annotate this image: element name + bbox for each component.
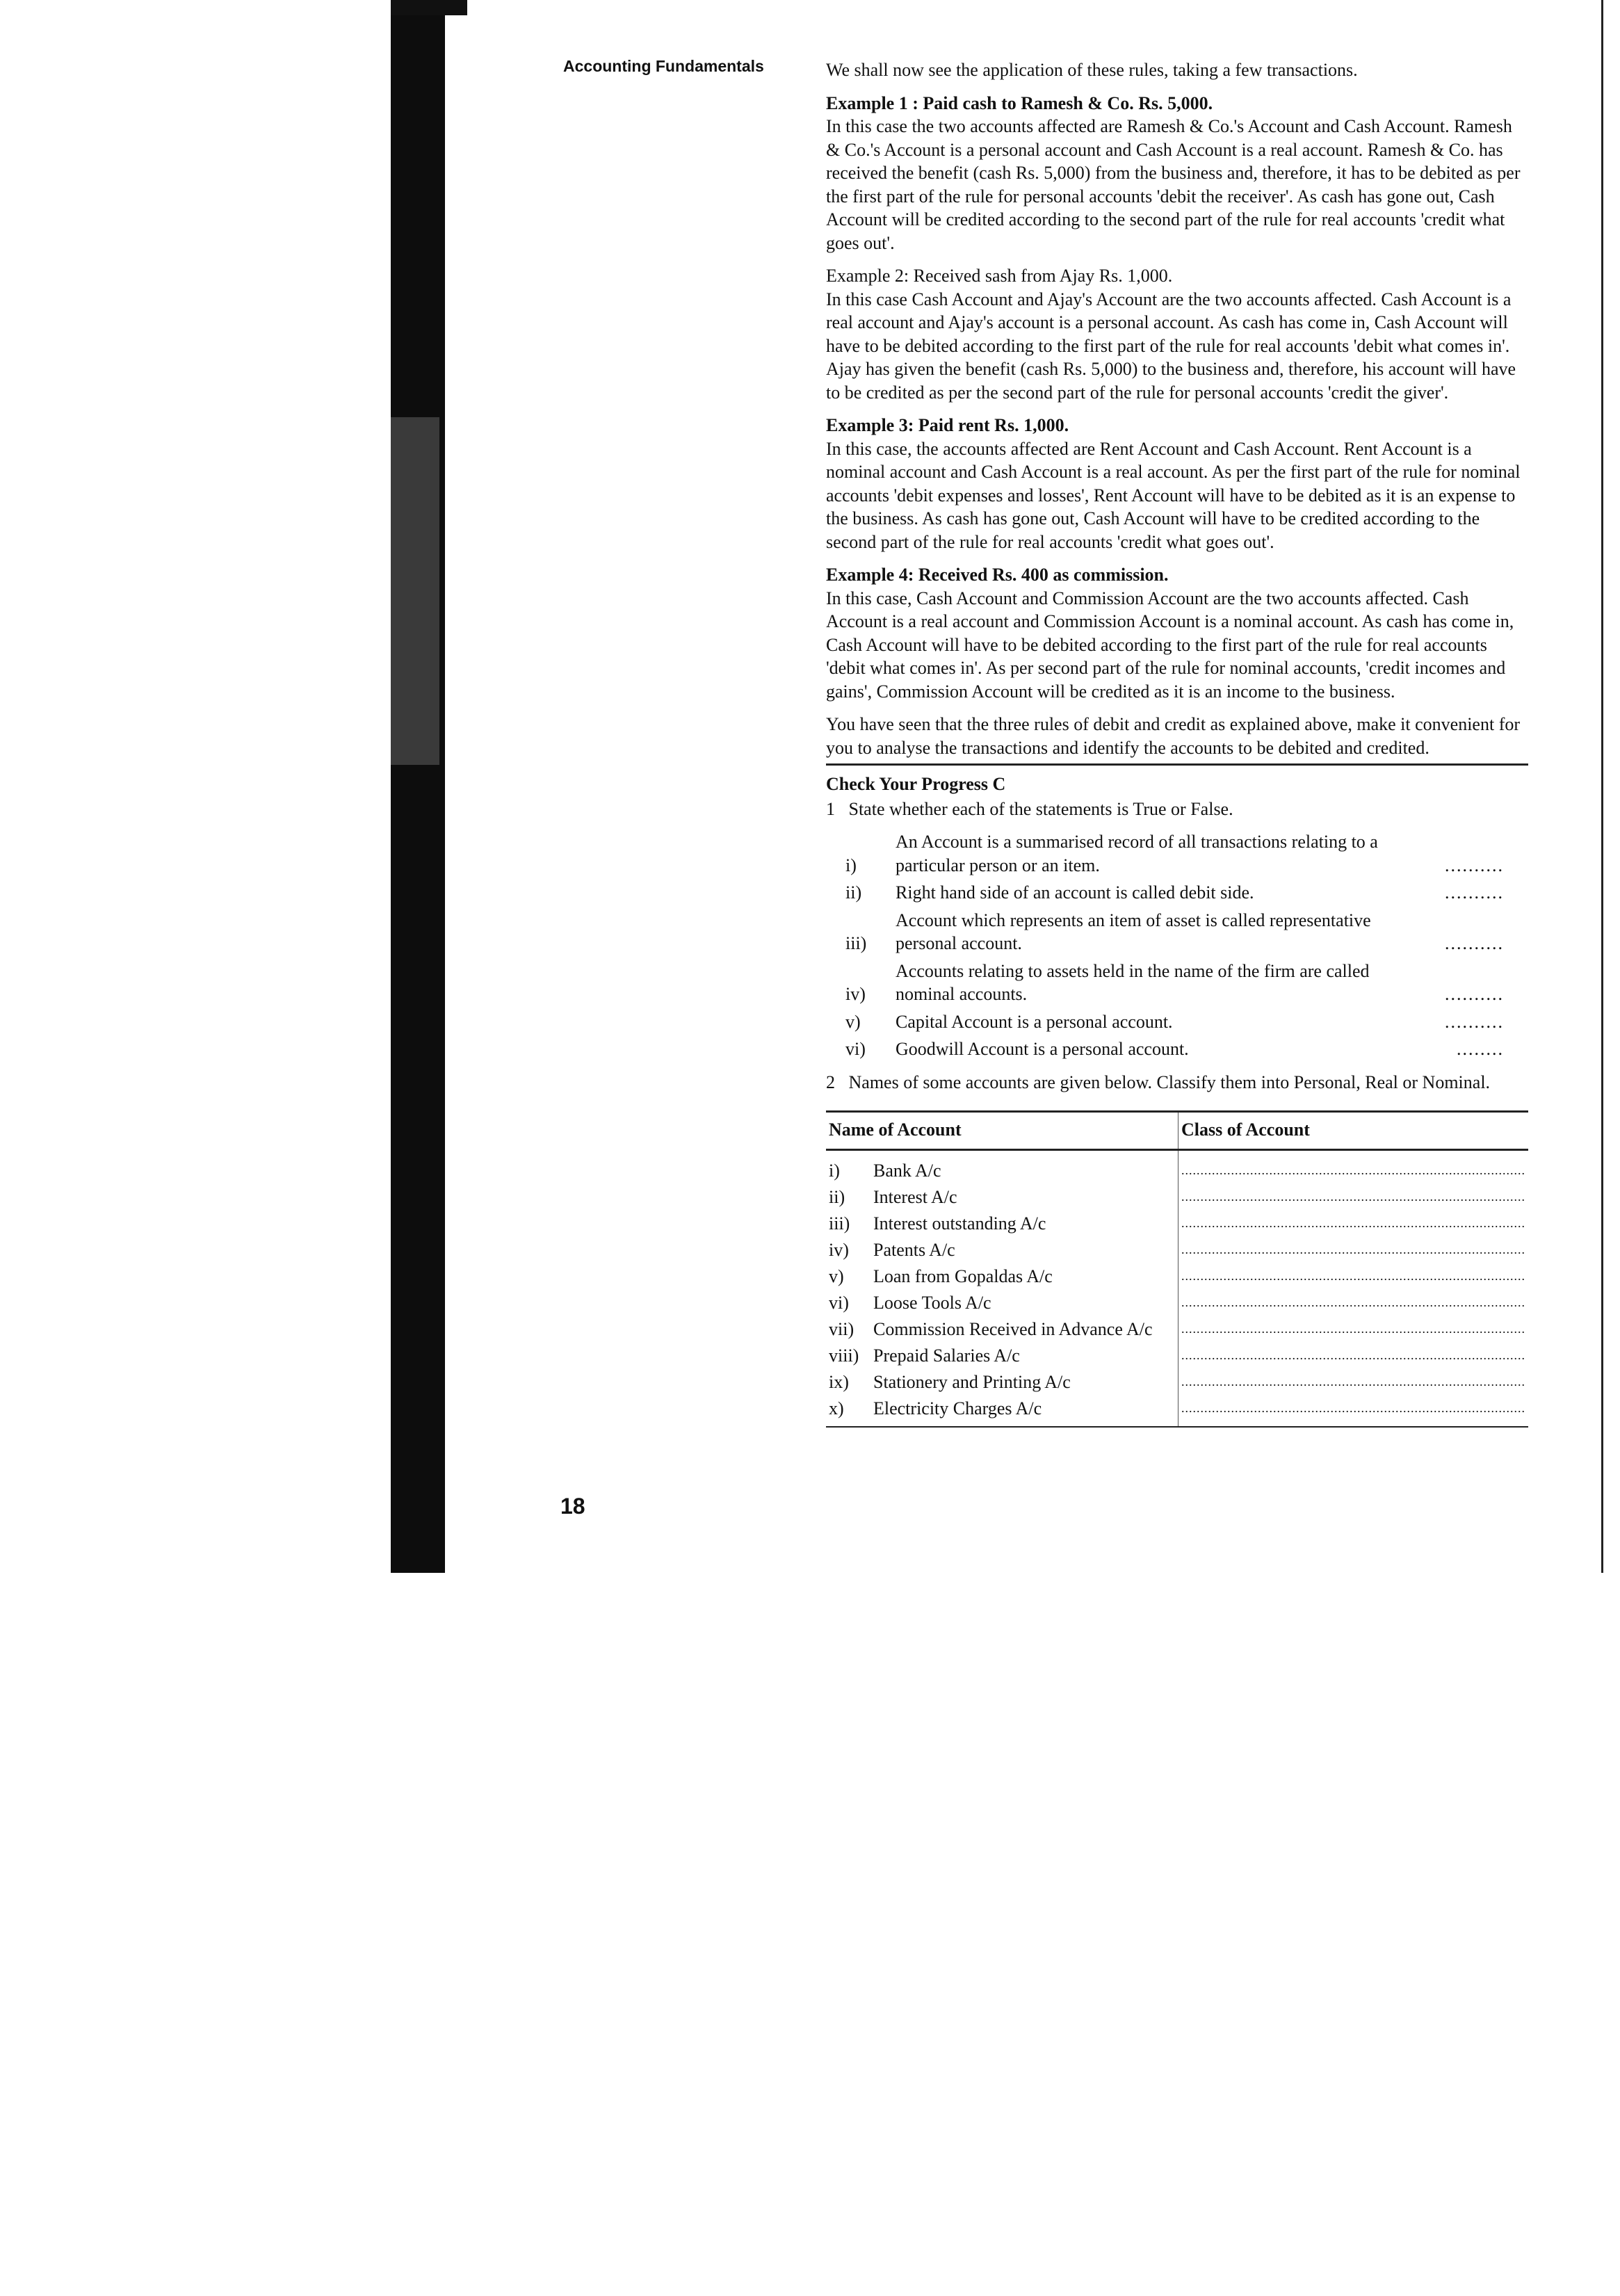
class-answer-blank[interactable]: .......................................................................................... (1181, 1321, 1525, 1336)
account-name: Electricity Charges A/c (873, 1398, 1042, 1418)
example-body: In this case, Cash Account and Commission Account are the two accounts affected. Cash Account is a real account and Commission Account is a nominal account. As cash has come in, Cash Account will have to be debited according to the first part of the rule for real accounts 'debit what comes in'. As per second part of the rule for nominal accounts, 'credit incomes and gains', Commission Account will be credited as it is an income to the business. (826, 588, 1514, 702)
row-number: vi) (829, 1292, 849, 1313)
row-number: x) (829, 1398, 844, 1418)
header-class-of-account: Class of Account (1178, 1112, 1529, 1150)
statement-number: vi) (845, 1039, 866, 1059)
question-2 (826, 1071, 1525, 1094)
table-row (826, 1369, 1528, 1396)
answer-blank[interactable]: .......... (1445, 984, 1504, 1004)
statement-item (826, 830, 1525, 877)
example-title: Example 4: Received Rs. 400 as commission. (826, 565, 1169, 585)
statement-text: Accounts relating to assets held in the name of the firm are called nominal accounts. (896, 960, 1370, 1004)
left-binding-tab (391, 0, 467, 15)
statement-list (826, 830, 1525, 1061)
row-number: ix) (829, 1371, 849, 1392)
account-name: Commission Received in Advance A/c (873, 1318, 1153, 1339)
account-name: Stationery and Printing A/c (873, 1371, 1071, 1392)
account-name-cell (826, 1237, 1178, 1263)
closing-paragraph: You have seen that the three rules of debit and credit as explained above, make it convenient for you to analyse the transactions and identify the accounts to be debited and credited. (826, 714, 1521, 758)
example-title: Example 3: Paid rent Rs. 1,000. (826, 415, 1069, 435)
statement-item (826, 960, 1525, 1006)
header-name-of-account: Name of Account (826, 1112, 1178, 1150)
account-name-cell (826, 1316, 1178, 1343)
example-block (826, 414, 1525, 553)
example-body: In this case, the accounts affected are Rent Account and Cash Account. Rent Account is a nominal account and Cash Account is a real account. As per the first part of the rule for nominal accounts 'debit expenses and losses', Rent Account will have to be debited as it is an expense to the business. As cash has gone out, Cash Account will have to be credited according to the second part of the rule for real accounts 'credit what goes out'. (826, 438, 1521, 552)
row-number: ii) (829, 1186, 845, 1207)
account-name-cell (826, 1396, 1178, 1427)
statement-item (826, 1010, 1525, 1034)
statement-number: ii) (845, 882, 862, 903)
table-row (826, 1263, 1528, 1290)
account-name: Bank A/c (873, 1160, 941, 1181)
statement-number: i) (845, 855, 857, 875)
answer-blank[interactable]: ........ (1457, 1039, 1504, 1059)
table-row (826, 1149, 1528, 1184)
account-name-cell (826, 1343, 1178, 1369)
page-body (826, 58, 1525, 1428)
question-number: 1 (826, 798, 835, 819)
account-name: Patents A/c (873, 1239, 955, 1260)
table-row (826, 1211, 1528, 1237)
answer-blank[interactable]: .......... (1445, 933, 1504, 953)
account-name-cell (826, 1263, 1178, 1290)
answer-blank[interactable]: .......... (1445, 855, 1504, 875)
running-head: Accounting Fundamentals (563, 57, 764, 75)
account-name-cell (826, 1290, 1178, 1316)
example-body: In this case the two accounts affected are Ramesh & Co.'s Account and Cash Account. Ramesh & Co.'s Account is a personal account and Cash Account is a real account. Ramesh & Co. has received the benefit (cash Rs. 5,000) from the business and, therefore, it has to be debited as per the first part of the rule for personal accounts 'debit the receiver'. As cash has gone out, Cash Account will be credited according to the second part of the rule for real accounts 'credit what goes out'. (826, 116, 1521, 253)
table-row (826, 1316, 1528, 1343)
account-name-cell (826, 1369, 1178, 1396)
statement-text: Capital Account is a personal account. (896, 1011, 1173, 1032)
statement-item (826, 881, 1525, 905)
statement-text: Goodwill Account is a personal account. (896, 1039, 1189, 1059)
statement-text: Right hand side of an account is called debit side. (896, 882, 1254, 903)
row-number: iv) (829, 1239, 849, 1260)
example-body: In this case Cash Account and Ajay's Account are the two accounts affected. Cash Account is a real account and Ajay's account is a personal account. As cash has come in, Cash Account will have to be debited according to the first part of the rule for real accounts 'debit what comes in'. Ajay has given the benefit (cash Rs. 5,000) to the business and, therefore, his account will have to be credited as per the second part of the rule for personal accounts 'credit the giver'. (826, 289, 1516, 403)
example-title: Example 2: Received sash from Ajay Rs. 1,000. (826, 266, 1173, 286)
page-number: 18 (560, 1494, 585, 1519)
account-name-cell (826, 1211, 1178, 1237)
statement-number: iii) (845, 933, 867, 953)
class-answer-blank[interactable]: .......................................................................................... (1181, 1163, 1525, 1177)
intro-paragraph: We shall now see the application of these rules, taking a few transactions. (826, 60, 1358, 80)
statement-number: v) (845, 1011, 861, 1032)
class-answer-blank[interactable]: .......................................................................................... (1181, 1189, 1525, 1204)
account-name: Interest outstanding A/c (873, 1213, 1046, 1234)
answer-blank[interactable]: .......... (1445, 882, 1504, 903)
question-text: Names of some accounts are given below. Classify them into Personal, Real or Nominal. (848, 1072, 1491, 1092)
statement-number: iv) (845, 984, 866, 1004)
table-row (826, 1396, 1528, 1427)
row-number: i) (829, 1160, 840, 1181)
account-name: Prepaid Salaries A/c (873, 1345, 1020, 1366)
account-name: Loan from Gopaldas A/c (873, 1266, 1053, 1286)
row-number: v) (829, 1266, 844, 1286)
table-row (826, 1237, 1528, 1263)
account-name-cell (826, 1149, 1178, 1184)
example-block (826, 563, 1525, 703)
section-divider (826, 763, 1528, 766)
example-block (826, 92, 1525, 255)
class-answer-blank[interactable]: .......................................................................................... (1181, 1295, 1525, 1309)
check-progress-heading: Check Your Progress C (826, 774, 1006, 794)
class-answer-blank[interactable]: .......................................................................................... (1181, 1268, 1525, 1283)
class-answer-blank[interactable]: .......................................................................................... (1181, 1242, 1525, 1256)
class-answer-blank[interactable]: .......................................................................................... (1181, 1348, 1525, 1362)
right-page-edge (1601, 0, 1603, 1573)
question-number: 2 (826, 1072, 835, 1092)
class-answer-blank[interactable]: .......................................................................................... (1181, 1374, 1525, 1389)
table-row (826, 1343, 1528, 1369)
table-row (826, 1184, 1528, 1211)
class-answer-blank[interactable]: .......................................................................................... (1181, 1215, 1525, 1230)
table-header-row (826, 1112, 1528, 1150)
classification-table (826, 1110, 1528, 1428)
account-name-cell (826, 1184, 1178, 1211)
account-name: Interest A/c (873, 1186, 957, 1207)
question-1 (826, 798, 1525, 821)
row-number: vii) (829, 1318, 854, 1339)
account-name: Loose Tools A/c (873, 1292, 991, 1313)
statement-text: An Account is a summarised record of all transactions relating to a particular person or an item. (896, 832, 1378, 875)
example-block (826, 264, 1525, 404)
table-row (826, 1290, 1528, 1316)
class-answer-blank[interactable]: .......................................................................................... (1178, 1396, 1529, 1427)
row-number: iii) (829, 1213, 850, 1234)
row-number: viii) (829, 1345, 859, 1366)
left-binding-edge (391, 0, 445, 1573)
statement-item (826, 1037, 1525, 1061)
statement-text: Account which represents an item of asset is called representative personal account. (896, 909, 1371, 953)
statement-item (826, 909, 1525, 955)
question-text: State whether each of the statements is True or False. (848, 798, 1233, 819)
answer-blank[interactable]: .......... (1445, 1011, 1504, 1032)
left-binding-shadow (391, 417, 439, 765)
example-title: Example 1 : Paid cash to Ramesh & Co. Rs. 5,000. (826, 92, 1213, 113)
